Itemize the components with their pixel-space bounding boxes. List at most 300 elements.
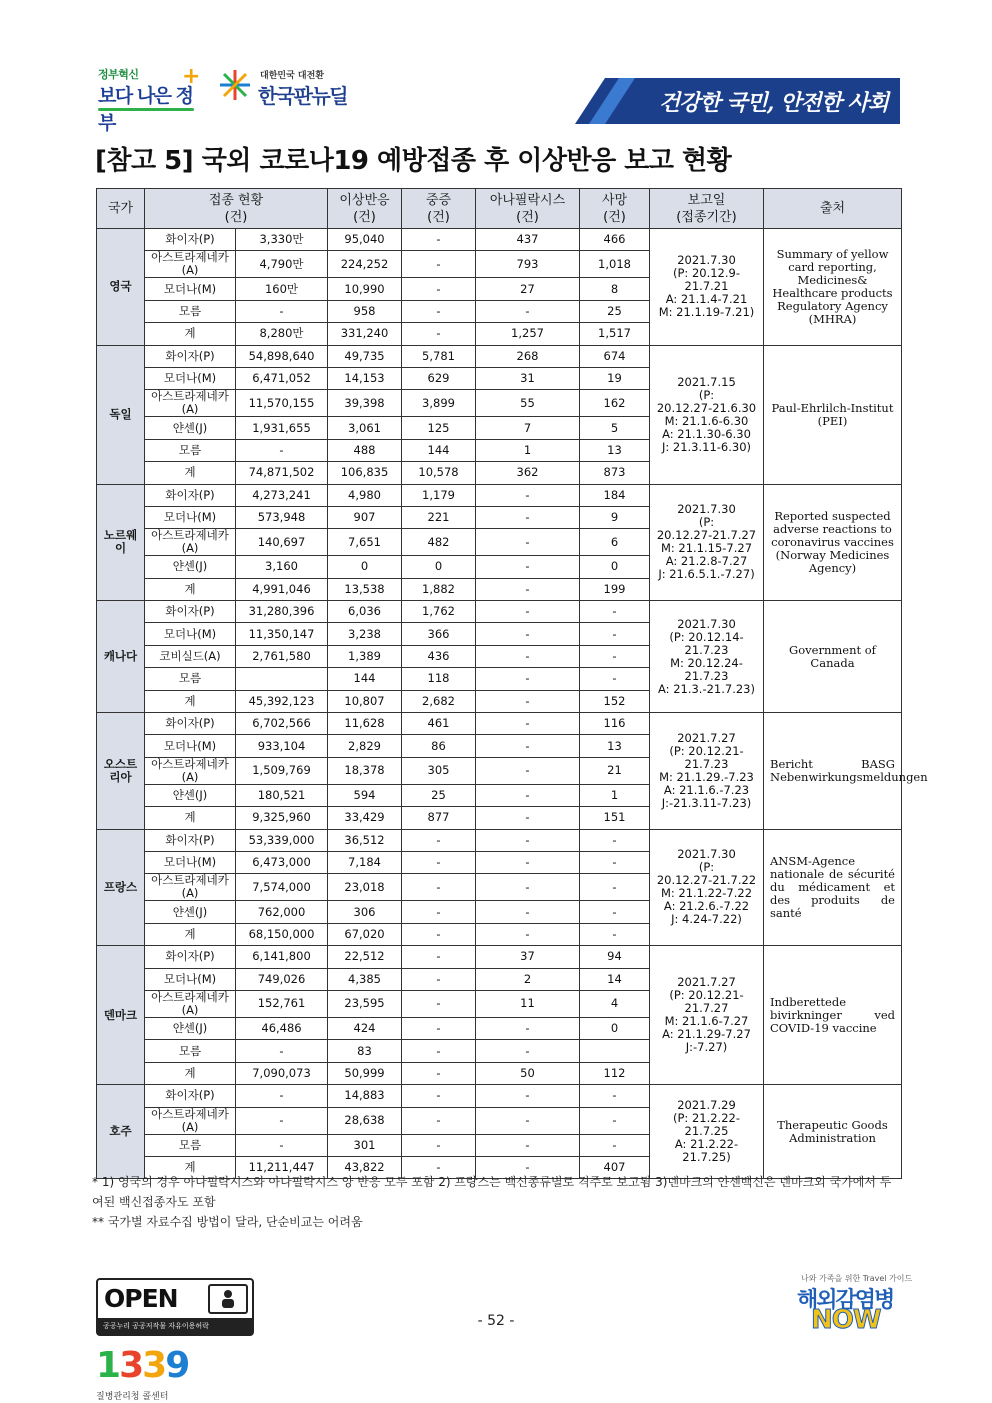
value-cell: 74,871,502 xyxy=(236,462,328,484)
value-cell: 13 xyxy=(580,735,650,757)
value-cell: 873 xyxy=(580,462,650,484)
value-cell: 1,882 xyxy=(402,578,476,600)
value-cell: 958 xyxy=(328,300,402,322)
value-cell: 221 xyxy=(402,506,476,528)
vaccine-type-cell: 계 xyxy=(145,578,236,600)
value-cell: 162 xyxy=(580,390,650,417)
value-cell: - xyxy=(402,1085,476,1107)
source-cell: Summary of yellow card reporting, Medicines& Healthcare products Regulatory Agency (MHRA) xyxy=(764,229,902,346)
value-cell: 116 xyxy=(580,713,650,735)
page-header xyxy=(0,0,992,134)
country-cell: 프랑스 xyxy=(97,829,145,946)
value-cell: - xyxy=(476,874,580,901)
now-logo-top-text: 나와 가족을 위한 Travel 가이드 xyxy=(801,1274,913,1283)
value-cell: 125 xyxy=(402,417,476,439)
value-cell: 184 xyxy=(580,484,650,506)
vaccine-type-cell: 화이자(P) xyxy=(145,484,236,506)
value-cell: 49,735 xyxy=(328,345,402,367)
value-cell: 94 xyxy=(580,946,650,968)
value-cell: 14,153 xyxy=(328,367,402,389)
value-cell: 53,339,000 xyxy=(236,829,328,851)
vaccine-type-cell: 얀센(J) xyxy=(145,1017,236,1039)
value-cell: - xyxy=(580,645,650,667)
value-cell: 268 xyxy=(476,345,580,367)
value-cell: 7,651 xyxy=(328,529,402,556)
open-logo-caption: 공공누리 공공저작물 자유이용허락 xyxy=(103,1322,209,1330)
now-logo-big-text: NOW xyxy=(811,1305,881,1335)
value-cell: 18,378 xyxy=(328,757,402,784)
value-cell: - xyxy=(236,1040,328,1062)
value-cell: 9 xyxy=(580,506,650,528)
value-cell: - xyxy=(580,901,650,923)
value-cell: - xyxy=(236,1134,328,1156)
value-cell: 331,240 xyxy=(328,323,402,345)
value-cell: 152,761 xyxy=(236,990,328,1017)
value-cell: 144 xyxy=(402,439,476,461)
value-cell: 8,280만 xyxy=(236,323,328,345)
vaccine-type-cell: 아스트라제네카(A) xyxy=(145,757,236,784)
table-row xyxy=(97,713,902,735)
table-row xyxy=(97,829,902,851)
header-death: 사망 (건) xyxy=(580,189,650,229)
kdca-callcenter-logo xyxy=(96,1345,206,1401)
value-cell: - xyxy=(476,556,580,578)
value-cell: 151 xyxy=(580,807,650,829)
value-cell: 67,020 xyxy=(328,923,402,945)
value-cell: - xyxy=(476,735,580,757)
value-cell: 0 xyxy=(580,1017,650,1039)
value-cell: 7,574,000 xyxy=(236,874,328,901)
value-cell: - xyxy=(580,874,650,901)
value-cell: 306 xyxy=(328,901,402,923)
value-cell: - xyxy=(402,923,476,945)
value-cell: 424 xyxy=(328,1017,402,1039)
value-cell: - xyxy=(236,300,328,322)
new-deal-star-icon xyxy=(218,68,252,102)
value-cell: 37 xyxy=(476,946,580,968)
value-cell: 23,018 xyxy=(328,874,402,901)
logo2-big-text: 한국판뉴딜 xyxy=(258,84,348,108)
value-cell: - xyxy=(476,623,580,645)
callcenter-digit: 3 xyxy=(119,1345,143,1386)
table-header-row xyxy=(97,189,902,229)
value-cell: - xyxy=(402,229,476,251)
value-cell: - xyxy=(402,968,476,990)
korean-new-deal-logo xyxy=(218,66,368,110)
banner-slogan: 건강한 국민, 안전한 사회 xyxy=(658,90,888,116)
value-cell: - xyxy=(402,1017,476,1039)
value-cell: 199 xyxy=(580,578,650,600)
header-source: 출처 xyxy=(764,189,902,229)
vaccine-type-cell: 계 xyxy=(145,462,236,484)
header-vaccination: 접종 현황 (건) xyxy=(145,189,328,229)
vaccine-type-cell: 모더나(M) xyxy=(145,968,236,990)
value-cell: - xyxy=(580,1107,650,1134)
vaccine-type-cell: 모름 xyxy=(145,439,236,461)
vaccine-type-cell: 화이자(P) xyxy=(145,829,236,851)
value-cell: 3,330만 xyxy=(236,229,328,251)
page-title: [참고 5] 국외 코로나19 예방접종 후 이상반응 보고 현황 xyxy=(95,146,732,176)
value-cell: 21 xyxy=(580,757,650,784)
value-cell: - xyxy=(236,1107,328,1134)
value-cell: - xyxy=(580,623,650,645)
value-cell: 4,980 xyxy=(328,484,402,506)
value-cell xyxy=(236,668,328,690)
value-cell: 3,061 xyxy=(328,417,402,439)
vaccine-type-cell: 코비실드(A) xyxy=(145,645,236,667)
value-cell: - xyxy=(402,901,476,923)
value-cell: 437 xyxy=(476,229,580,251)
value-cell: - xyxy=(580,851,650,873)
vaccine-type-cell: 계 xyxy=(145,1062,236,1084)
value-cell: 224,252 xyxy=(328,251,402,278)
value-cell: 2,682 xyxy=(402,690,476,712)
logo2-small-text: 대한민국 대전환 xyxy=(260,71,324,81)
country-cell: 호주 xyxy=(97,1085,145,1179)
value-cell: 0 xyxy=(402,556,476,578)
value-cell: - xyxy=(402,278,476,300)
value-cell: - xyxy=(236,1085,328,1107)
callcenter-caption: 질병관리청 콜센터 xyxy=(96,1392,169,1402)
header-report: 보고일 (접종기간) xyxy=(650,189,764,229)
value-cell: 2,761,580 xyxy=(236,645,328,667)
value-cell: 36,512 xyxy=(328,829,402,851)
value-cell: - xyxy=(476,506,580,528)
value-cell: 46,486 xyxy=(236,1017,328,1039)
country-cell: 캐나다 xyxy=(97,601,145,713)
value-cell: - xyxy=(476,601,580,623)
value-cell: 152 xyxy=(580,690,650,712)
logo1-big-text: 보다 나은 정부 xyxy=(98,85,193,134)
person-icon xyxy=(208,1284,248,1314)
table-row xyxy=(97,946,902,968)
report-date-cell: 2021.7.30 (P: 20.12.27-21.7.27 M: 21.1.15-7.27 A: 21.2.8-7.27 J: 21.6.5.1.-7.27) xyxy=(650,484,764,601)
value-cell: - xyxy=(580,601,650,623)
value-cell: - xyxy=(476,1085,580,1107)
value-cell: 25 xyxy=(402,784,476,806)
value-cell: 877 xyxy=(402,807,476,829)
value-cell: 11,628 xyxy=(328,713,402,735)
header-severe: 중증 (건) xyxy=(402,189,476,229)
value-cell: 160만 xyxy=(236,278,328,300)
value-cell: 6 xyxy=(580,529,650,556)
value-cell: - xyxy=(476,757,580,784)
value-cell: 106,835 xyxy=(328,462,402,484)
value-cell: 28,638 xyxy=(328,1107,402,1134)
value-cell: 488 xyxy=(328,439,402,461)
adverse-reaction-table xyxy=(96,188,928,1179)
value-cell: 8 xyxy=(580,278,650,300)
value-cell: - xyxy=(476,923,580,945)
value-cell: 3,238 xyxy=(328,623,402,645)
value-cell: 366 xyxy=(402,623,476,645)
value-cell: 1 xyxy=(476,439,580,461)
value-cell: 144 xyxy=(328,668,402,690)
value-cell: 6,702,566 xyxy=(236,713,328,735)
source-cell: Therapeutic Goods Administration xyxy=(764,1085,902,1179)
value-cell: - xyxy=(476,578,580,600)
value-cell: - xyxy=(476,807,580,829)
report-date-cell: 2021.7.30 (P: 20.12.27-21.7.22 M: 21.1.22-7.22 A: 21.2.6.-7.22 J: 4.24-7.22) xyxy=(650,829,764,946)
value-cell: 1,517 xyxy=(580,323,650,345)
value-cell: 27 xyxy=(476,278,580,300)
vaccine-type-cell: 계 xyxy=(145,807,236,829)
value-cell: 10,807 xyxy=(328,690,402,712)
value-cell: - xyxy=(476,1017,580,1039)
page-number: - 52 - xyxy=(477,1313,515,1329)
vaccine-type-cell: 아스트라제네카(A) xyxy=(145,990,236,1017)
value-cell: 11,570,155 xyxy=(236,390,328,417)
value-cell: 305 xyxy=(402,757,476,784)
value-cell: 140,697 xyxy=(236,529,328,556)
vaccine-type-cell: 모더나(M) xyxy=(145,506,236,528)
vaccine-type-cell: 아스트라제네카(A) xyxy=(145,874,236,901)
table-row xyxy=(97,601,902,623)
value-cell: 43,822 xyxy=(328,1156,402,1178)
logo1-small-text: 정부혁신 xyxy=(98,68,139,81)
callcenter-digit: 9 xyxy=(165,1345,189,1386)
value-cell: 1,509,769 xyxy=(236,757,328,784)
value-cell: - xyxy=(580,923,650,945)
vaccine-type-cell: 계 xyxy=(145,323,236,345)
value-cell: 933,104 xyxy=(236,735,328,757)
source-cell: Indberettede bivirkninger ved COVID-19 vaccine xyxy=(764,946,902,1085)
value-cell: 6,036 xyxy=(328,601,402,623)
value-cell: 11 xyxy=(476,990,580,1017)
vaccine-type-cell: 모더나(M) xyxy=(145,623,236,645)
value-cell: 2 xyxy=(476,968,580,990)
value-cell: 33,429 xyxy=(328,807,402,829)
value-cell: - xyxy=(402,1107,476,1134)
value-cell: - xyxy=(402,829,476,851)
value-cell: - xyxy=(476,645,580,667)
value-cell: 793 xyxy=(476,251,580,278)
value-cell: 4,385 xyxy=(328,968,402,990)
value-cell: 14,883 xyxy=(328,1085,402,1107)
value-cell: - xyxy=(476,300,580,322)
value-cell: 2,829 xyxy=(328,735,402,757)
value-cell: - xyxy=(580,829,650,851)
value-cell: 907 xyxy=(328,506,402,528)
vaccine-type-cell: 모더나(M) xyxy=(145,851,236,873)
report-date-cell: 2021.7.27 (P: 20.12.21-21.7.27 M: 21.1.6-7.27 A: 21.1.29-7.27 J:-7.27) xyxy=(650,946,764,1085)
value-cell: - xyxy=(402,251,476,278)
slogan-banner xyxy=(575,78,900,124)
header-adverse: 이상반응 (건) xyxy=(328,189,402,229)
value-cell: - xyxy=(402,323,476,345)
value-cell: 55 xyxy=(476,390,580,417)
value-cell: 180,521 xyxy=(236,784,328,806)
value-cell: 7 xyxy=(476,417,580,439)
value-cell: - xyxy=(476,668,580,690)
report-date-cell: 2021.7.15 (P: 20.12.27-21.6.30 M: 21.1.6-6.30 A: 21.1.30-6.30 J: 21.3.11-6.30) xyxy=(650,345,764,484)
report-date-cell: 2021.7.29 (P: 21.2.22-21.7.25 A: 21.2.22-21.7.25) xyxy=(650,1085,764,1179)
value-cell: 6,471,052 xyxy=(236,367,328,389)
value-cell: - xyxy=(402,851,476,873)
value-cell: - xyxy=(402,1040,476,1062)
vaccine-type-cell: 계 xyxy=(145,1156,236,1178)
value-cell: 9,325,960 xyxy=(236,807,328,829)
value-cell: 5,781 xyxy=(402,345,476,367)
value-cell: - xyxy=(476,1040,580,1062)
value-cell: 482 xyxy=(402,529,476,556)
value-cell: - xyxy=(476,851,580,873)
vaccine-type-cell: 모더나(M) xyxy=(145,278,236,300)
country-cell: 독일 xyxy=(97,345,145,484)
value-cell: 1 xyxy=(580,784,650,806)
table-row xyxy=(97,229,902,251)
footnote-2: ** 국가별 자료수집 방법이 달라, 단순비교는 어려움 xyxy=(92,1215,363,1229)
source-cell: Government of Canada xyxy=(764,601,902,713)
value-cell: 45,392,123 xyxy=(236,690,328,712)
value-cell: 1,762 xyxy=(402,601,476,623)
value-cell: 86 xyxy=(402,735,476,757)
value-cell: 50,999 xyxy=(328,1062,402,1084)
value-cell: - xyxy=(476,829,580,851)
value-cell: 1,018 xyxy=(580,251,650,278)
value-cell: 31 xyxy=(476,367,580,389)
vaccine-type-cell: 화이자(P) xyxy=(145,601,236,623)
vaccine-type-cell: 모름 xyxy=(145,1134,236,1156)
value-cell: 22,512 xyxy=(328,946,402,968)
table-row xyxy=(97,345,902,367)
value-cell: - xyxy=(476,1107,580,1134)
vaccine-type-cell: 아스트라제네카(A) xyxy=(145,390,236,417)
value-cell: - xyxy=(402,990,476,1017)
value-cell: 629 xyxy=(402,367,476,389)
header-country: 국가 xyxy=(97,189,145,229)
value-cell: - xyxy=(580,1134,650,1156)
callcenter-digit: 3 xyxy=(142,1345,166,1386)
value-cell: 11,211,447 xyxy=(236,1156,328,1178)
value-cell: - xyxy=(402,1156,476,1178)
vaccine-type-cell: 화이자(P) xyxy=(145,946,236,968)
logo-underline xyxy=(98,108,194,111)
source-cell: Paul-Ehrlilch-Institut (PEI) xyxy=(764,345,902,484)
value-cell: 95,040 xyxy=(328,229,402,251)
vaccine-type-cell: 모더나(M) xyxy=(145,735,236,757)
value-cell: 466 xyxy=(580,229,650,251)
value-cell: - xyxy=(476,529,580,556)
vaccine-type-cell: 화이자(P) xyxy=(145,229,236,251)
value-cell: 11,350,147 xyxy=(236,623,328,645)
value-cell: 10,990 xyxy=(328,278,402,300)
value-cell: - xyxy=(476,1156,580,1178)
value-cell: - xyxy=(402,946,476,968)
value-cell: 573,948 xyxy=(236,506,328,528)
value-cell: 50 xyxy=(476,1062,580,1084)
value-cell: 594 xyxy=(328,784,402,806)
value-cell: 31,280,396 xyxy=(236,601,328,623)
value-cell: 362 xyxy=(476,462,580,484)
value-cell: - xyxy=(476,784,580,806)
callcenter-digit: 1 xyxy=(96,1345,120,1386)
value-cell: - xyxy=(402,874,476,901)
report-date-cell: 2021.7.30 (P: 20.12.9-21.7.21 A: 21.1.4-7.21 M: 21.1.19-7.21) xyxy=(650,229,764,346)
vaccine-type-cell: 모름 xyxy=(145,668,236,690)
header-anaphylaxis: 아나필락시스 (건) xyxy=(476,189,580,229)
value-cell: 19 xyxy=(580,367,650,389)
country-cell: 영국 xyxy=(97,229,145,346)
value-cell: 1,179 xyxy=(402,484,476,506)
vaccine-type-cell: 화이자(P) xyxy=(145,1085,236,1107)
value-cell: 1,257 xyxy=(476,323,580,345)
value-cell: 54,898,640 xyxy=(236,345,328,367)
source-cell: Reported suspected adverse reactions to coronavirus vaccines (Norway Medicines Agency) xyxy=(764,484,902,601)
vaccine-type-cell: 화이자(P) xyxy=(145,345,236,367)
value-cell: - xyxy=(402,1134,476,1156)
vaccine-type-cell: 모름 xyxy=(145,300,236,322)
value-cell: - xyxy=(580,668,650,690)
value-cell: 118 xyxy=(402,668,476,690)
value-cell: - xyxy=(236,439,328,461)
value-cell: 13,538 xyxy=(328,578,402,600)
callcenter-number xyxy=(96,1345,188,1386)
value-cell: 436 xyxy=(402,645,476,667)
value-cell: 68,150,000 xyxy=(236,923,328,945)
table-row xyxy=(97,1085,902,1107)
source-cell: ANSM-Agence nationale de sécurité du médicament et des produits de santé xyxy=(764,829,902,946)
value-cell: - xyxy=(476,713,580,735)
value-cell: - xyxy=(402,300,476,322)
value-cell: - xyxy=(476,1134,580,1156)
vaccine-type-cell: 얀센(J) xyxy=(145,556,236,578)
vaccine-type-cell: 계 xyxy=(145,923,236,945)
country-cell: 노르웨이 xyxy=(97,484,145,601)
value-cell: 407 xyxy=(580,1156,650,1178)
vaccine-type-cell: 아스트라제네카(A) xyxy=(145,529,236,556)
value-cell: 0 xyxy=(328,556,402,578)
footnote-1: * 1) 영국의 경우 아나필락시스와 아나필락시스 양 반응 모두 포함 2) 프랑스는 백신종류별로 격주로 보고됨 3)덴마크의 얀센백신은 덴마크외 국가에서 투여된 백신접종자도 포함 xyxy=(92,1175,892,1209)
source-cell: Bericht BASG Nebenwirkungsmeldungen xyxy=(764,713,902,830)
country-cell: 오스트리아 xyxy=(97,713,145,830)
value-cell: 10,578 xyxy=(402,462,476,484)
vaccine-type-cell: 얀센(J) xyxy=(145,901,236,923)
value-cell: 674 xyxy=(580,345,650,367)
value-cell: 4,991,046 xyxy=(236,578,328,600)
value-cell: - xyxy=(402,1062,476,1084)
value-cell: 14 xyxy=(580,968,650,990)
value-cell: 7,090,073 xyxy=(236,1062,328,1084)
footnotes xyxy=(92,1172,902,1232)
value-cell: 39,398 xyxy=(328,390,402,417)
country-cell: 덴마크 xyxy=(97,946,145,1085)
value-cell: 23,595 xyxy=(328,990,402,1017)
open-logo-text: OPEN xyxy=(104,1284,178,1313)
value-cell: 112 xyxy=(580,1062,650,1084)
value-cell: - xyxy=(476,901,580,923)
value-cell: - xyxy=(476,484,580,506)
government-innovation-logo xyxy=(98,64,201,134)
value-cell: 4 xyxy=(580,990,650,1017)
value-cell: 4,273,241 xyxy=(236,484,328,506)
report-date-cell: 2021.7.27 (P: 20.12.21-21.7.23 M: 21.1.29.-7.23 A: 21.1.6.-7.23 J:-21.3.11-7.23) xyxy=(650,713,764,830)
value-cell: 0 xyxy=(580,556,650,578)
table-row xyxy=(97,484,902,506)
vaccine-type-cell: 얀센(J) xyxy=(145,417,236,439)
vaccine-type-cell: 모더나(M) xyxy=(145,367,236,389)
value-cell: 461 xyxy=(402,713,476,735)
value-cell: - xyxy=(580,1085,650,1107)
now-logo-mid-text: 해외감염병 xyxy=(797,1288,894,1313)
overseas-disease-now-logo xyxy=(797,1273,913,1337)
vaccine-type-cell: 화이자(P) xyxy=(145,713,236,735)
value-cell: 3,899 xyxy=(402,390,476,417)
vaccine-type-cell: 아스트라제네카(A) xyxy=(145,1107,236,1134)
value-cell: 6,141,800 xyxy=(236,946,328,968)
value-cell: 7,184 xyxy=(328,851,402,873)
value-cell: 749,026 xyxy=(236,968,328,990)
